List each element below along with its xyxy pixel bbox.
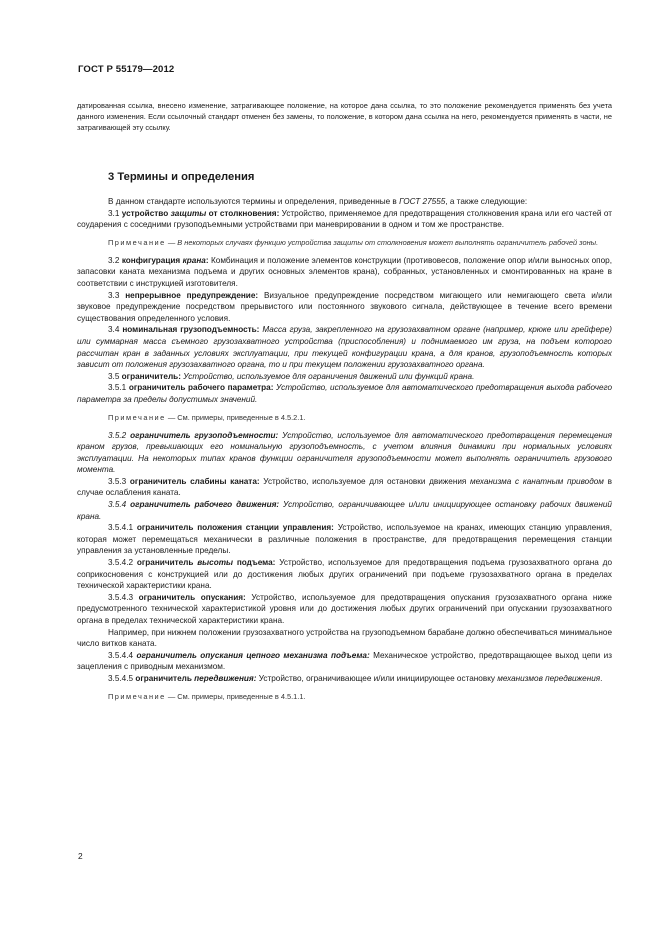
term-number: 3.5.4.4 [108, 650, 137, 660]
term-name: номинальная грузоподъемность: [122, 325, 260, 335]
term-definition: Устройство, используемое для предотвращения опускания грузозахватного органа ниже предусмотренного технической характеристикой уровня или до достижения любых других ограничений при опускании грузозахватного органа в пределах технической характеристики крана. [77, 592, 612, 625]
page-number: 2 [78, 851, 83, 861]
text: В данном стандарте используются термины и определения, приведенные в [108, 197, 400, 206]
term-3-5-1 [77, 382, 612, 405]
term-name: : [205, 255, 209, 265]
note-text: — См. примеры, приведенные в 4.5.2.1. [165, 412, 306, 422]
term-number: 3.5.4.5 [108, 673, 136, 683]
term-3-2 [77, 255, 612, 290]
term-3-5 [77, 371, 612, 383]
term-definition: Масса груза, закрепленного на грузозахватном органе (например, крюке или грейфере) или суммарная масса съемного грузозахватного устройства (приспособления) и поднимаемого им груза, на подъем которого рассчитан кран в заданных условиях эксплуатации, при текущей конфигурации крана, а для кранов, грузоподъемность которых зависит от положения грузозахватного органа, то и при текущем положении грузозахватного органа. [77, 325, 612, 370]
term-name: подъема: [233, 558, 276, 568]
term-name: от столкновения: [206, 208, 280, 218]
term-name: устройство [121, 208, 171, 218]
term-name: ограничитель [135, 673, 195, 683]
note-text: — В некоторых случаях функцию устройства защиты от столкновения может выполнять ограничитель рабочей зоны. [165, 237, 599, 247]
term-name: ограничитель рабочего движения: [130, 500, 280, 510]
paragraph-intro [77, 196, 612, 208]
term-name: ограничитель грузоподъемности: [130, 430, 279, 440]
section-title: 3 Термины и определения [108, 171, 255, 183]
term-definition: Устройство, применяемое для предотвращения столкновения крана или его частей от соударения с соседними грузоподъемными устройствами при маневрировании в одном и том же пространстве. [77, 208, 612, 230]
term-definition: Устройство, используемое для предотвращения подъема грузозахватного органа до соприкосновения с конструкцией или до достижения любых других ограничений при подъеме грузозахватного органа в пределах технической характеристики крана. [77, 558, 612, 591]
example-paragraph: Например, при нижнем положении грузозахватного устройства на грузоподъемном барабане должно обеспечиваться минимальное число витков каната. [77, 627, 612, 649]
note-1 [77, 237, 612, 248]
term-number: 3.5.4.3 [108, 592, 139, 602]
term-number: 3.5.4.1 [108, 523, 137, 533]
term-name: ограничитель положения станции управления: [136, 523, 334, 533]
term-3-1 [77, 208, 612, 231]
term-definition: механизма с канатным приводом [470, 476, 604, 486]
term-definition: Визуальное предупреждение посредством мигающего или немигающего света и/или звуковое предупреждение посредством прерывистого или постоянного звукового сигнала, действующее в течение всего времени существования определенного условия. [77, 290, 613, 323]
term-3-5-4 [77, 499, 612, 522]
term-name: защиты [170, 208, 207, 218]
term-definition: механизмов передвижения [497, 673, 601, 683]
term-3-5-4-4 [77, 650, 612, 673]
term-name: передвижения: [194, 673, 257, 683]
page-content [77, 100, 612, 709]
term-3-5-4-5 [77, 673, 612, 685]
document-header: ГОСТ Р 55179—2012 [78, 64, 175, 75]
note-label: Примечание [108, 691, 166, 701]
term-name: высоты [197, 558, 233, 568]
term-definition: в случае ослабления каната. [77, 476, 612, 498]
note-text: — См. примеры, приведенные в 4.5.1.1. [165, 691, 306, 701]
term-number: 3.4 [108, 325, 123, 335]
term-definition: Устройство, ограничивающее и/или инициирующее остановку [256, 673, 498, 683]
term-3-5-3 [77, 476, 612, 499]
term-3-5-4-2 [77, 557, 612, 592]
term-3-4 [77, 324, 612, 370]
term-definition: Устройство, используемое для остановки движения [259, 476, 471, 486]
term-definition: . [600, 673, 603, 683]
term-definition: Устройство, ограничивающее и/или инициирующее остановку рабочих движений крана. [77, 500, 612, 521]
term-name: непрерывное предупреждение: [125, 290, 259, 300]
term-name: конфигурация [121, 255, 183, 265]
term-number: 3.5.4 [108, 500, 131, 510]
term-definition: Устройство, используемое для ограничения движений или функций крана. [180, 371, 475, 381]
term-3-5-4-3 [77, 592, 612, 627]
term-definition: Устройство, используемое на кранах, имеющих станцию управления, которая может перемещаться механически в различные положения в пространстве, для предотвращения перемещения станции управления за установленные пределы. [77, 523, 612, 556]
term-name: ограничитель [136, 558, 198, 568]
intro-paragraph: датированная ссылка, внесено изменение, затрагивающее положение, на которое дана ссылка, то это положение рекомендуется применять без учета данного изменения. Если ссылочный стандарт отменен без замены, то положение, в котором дана ссылка на него, рекомендуется применять в части, не затрагивающей эту ссылку. [77, 101, 612, 132]
text: , а также следующие: [445, 197, 528, 206]
note-2 [77, 412, 612, 423]
term-number: 3.5 [108, 371, 122, 381]
term-definition: Комбинация и положение элементов конструкции (противовесов, положение опор и/или выносных опор, запасовки каната механизма подъема и других основных элементов крана), собранных, установленных и смонтированных на кране в соответствии с инструкцией изготовителя. [77, 255, 612, 288]
term-name: крана [182, 255, 206, 265]
term-number: 3.1 [108, 208, 122, 218]
term-number: 3.5.3 [108, 476, 130, 486]
term-number: 3.5.1 [108, 383, 129, 393]
note-label: Примечание [108, 412, 166, 422]
term-definition: Механическое устройство, предотвращающее выход цепи из зацепления с приводным механизмом. [77, 650, 612, 672]
term-number: 3.5.2 [108, 430, 131, 440]
note-label: Примечание [108, 237, 166, 247]
note-3 [77, 691, 612, 702]
term-3-3 [77, 290, 612, 325]
term-name: ограничитель опускания: [138, 592, 246, 602]
term-3-5-4-1 [77, 522, 612, 557]
gost-reference[interactable]: ГОСТ 27555 [399, 197, 446, 206]
term-name: ограничитель рабочего параметра: [128, 383, 274, 393]
term-definition: Устройство, используемое для автоматического предотвращения перемещения краном грузов, превышающих его номинальную грузоподъемность, с учетом влияния динамики при нормальных условиях эксплуатации. На некоторых типах кранов функции ограничителя грузоподъемности может выполнять ограничитель грузового момента. [77, 430, 612, 475]
term-name: ограничитель: [121, 371, 181, 381]
term-name: ограничитель опускания цепного механизма подъема: [136, 650, 370, 660]
term-3-5-2 [77, 430, 612, 476]
term-definition: Устройство, используемое для автоматического предотвращения выхода рабочего параметра за пределы допустимых значений. [77, 383, 612, 404]
term-name: ограничитель слабины каната: [129, 476, 260, 486]
term-number: 3.2 [108, 255, 122, 265]
term-number: 3.3 [108, 290, 126, 300]
term-number: 3.5.4.2 [108, 558, 137, 568]
